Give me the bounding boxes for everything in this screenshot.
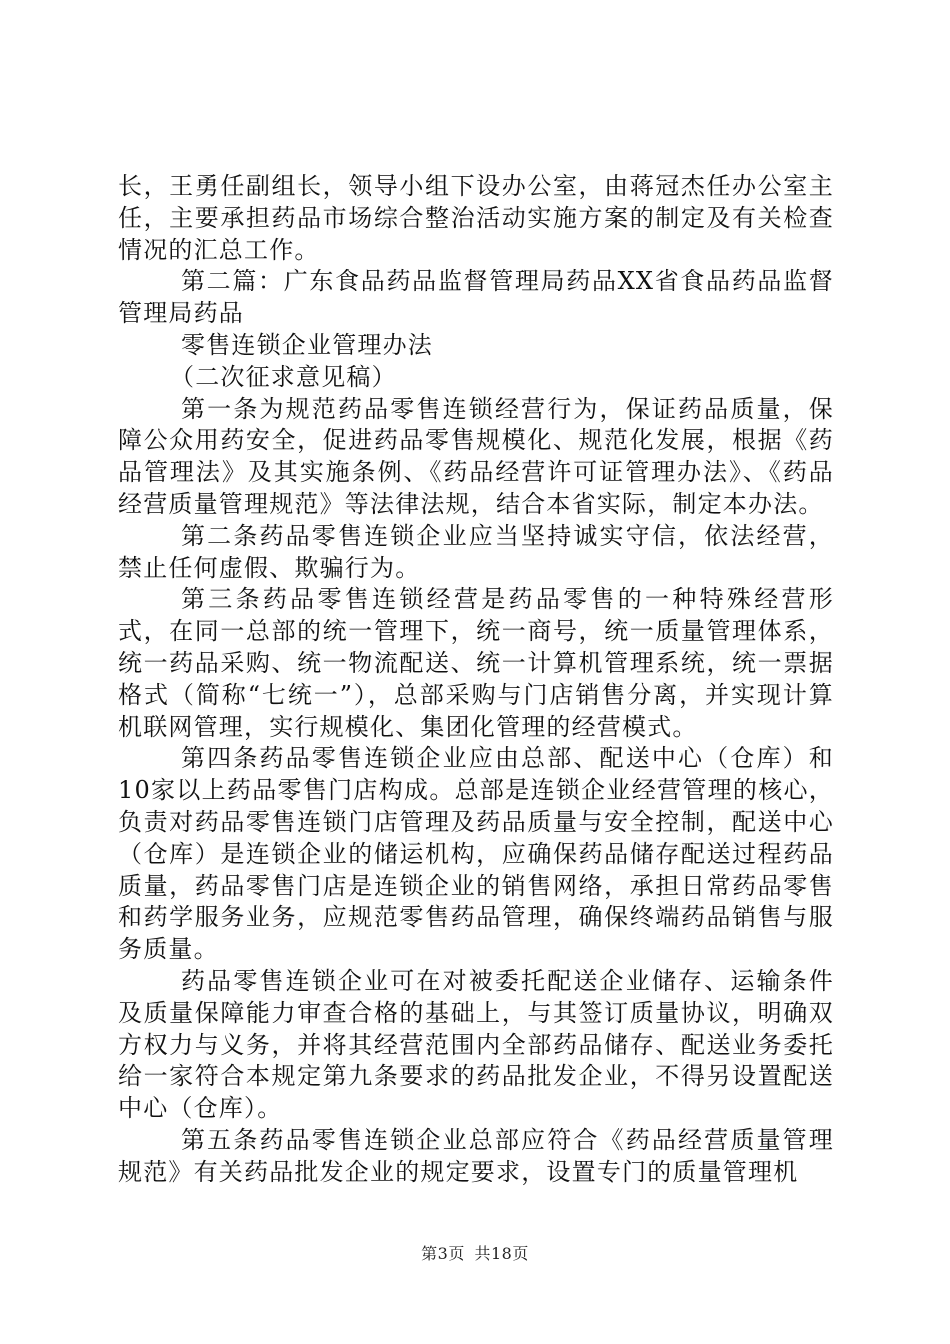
page-number: 第3页: [421, 1244, 465, 1263]
document-body: [118, 171, 834, 1189]
article-1: 第一条为规范药品零售连锁经营行为，保证药品质量，保障公众用药安全，促进药品零售规模化、规范化发展，根据《药品管理法》及其实施条例、《药品经营许可证管理办法》、《药品经营质量管理规范》等法律法规，结合本省实际，制定本办法。: [118, 394, 834, 518]
article-2: 第二条药品零售连锁企业应当坚持诚实守信，依法经营，禁止任何虚假、欺骗行为。: [118, 521, 834, 582]
section-heading: 第二篇：广东食品药品监督管理局药品XX省食品药品监督管理局药品: [118, 267, 834, 328]
article-4: 第四条药品零售连锁企业应由总部、配送中心（仓库）和10家以上药品零售门店构成。总部是连锁企业经营管理的核心，负责对药品零售连锁门店管理及药品质量与安全控制，配送中心（仓库）是连锁企业的储运机构，应确保药品储存配送过程药品质量，药品零售门店是连锁企业的销售网络，承担日常药品零售和药学服务业务，应规范零售药品管理，确保终端药品销售与服务质量。: [118, 744, 834, 964]
page-total: 共18页: [474, 1244, 529, 1263]
page-footer: [0, 1241, 950, 1264]
article-4-supplement: 药品零售连锁企业可在对被委托配送企业储存、运输条件及质量保障能力审查合格的基础上，与其签订质量协议，明确双方权力与义务，并将其经营范围内全部药品储存、配送业务委托给一家符合本规定第九条要求的药品批发企业，不得另设置配送中心（仓库）。: [118, 966, 834, 1123]
document-title: 零售连锁企业管理办法: [181, 330, 433, 359]
paragraph-continuation: 长，王勇任副组长，领导小组下设办公室，由蒋冠杰任办公室主任，主要承担药品市场综合整治活动实施方案的制定及有关检查情况的汇总工作。: [118, 172, 834, 264]
article-3: 第三条药品零售连锁经营是药品零售的一种特殊经营形式，在同一总部的统一管理下，统一商号，统一质量管理体系，统一药品采购、统一物流配送、统一计算机管理系统，统一票据格式（简称“七统一”），总部采购与门店销售分离，并实现计算机联网管理，实行规模化、集团化管理的经营模式。: [118, 585, 834, 741]
article-5: 第五条药品零售连锁企业总部应符合《药品经营质量管理规范》有关药品批发企业的规定要求，设置专门的质量管理机: [118, 1125, 834, 1186]
document-subtitle: （二次征求意见稿）: [170, 362, 397, 391]
